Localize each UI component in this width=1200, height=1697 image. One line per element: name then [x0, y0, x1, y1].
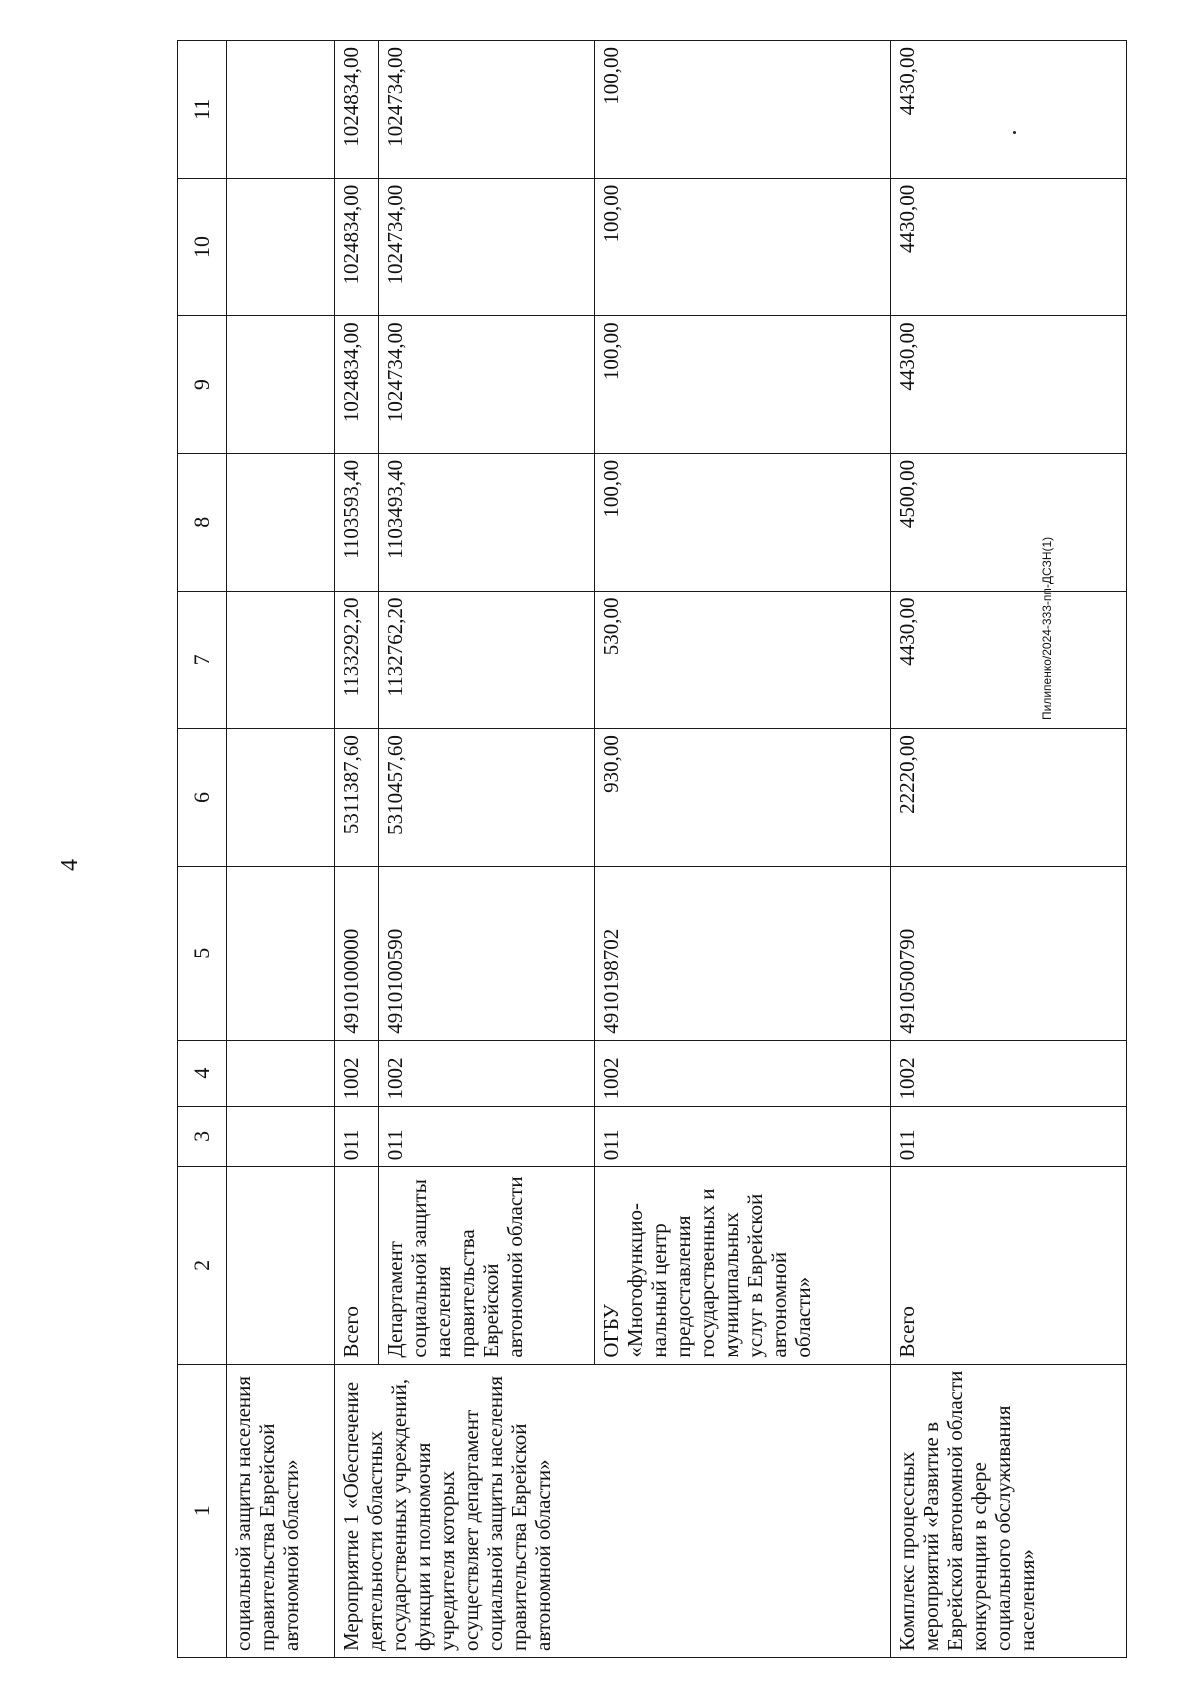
empty-cell — [227, 591, 335, 729]
empty-cell — [227, 178, 335, 316]
section-code-cell: 1002 — [335, 1040, 379, 1106]
header-row — [178, 41, 227, 1658]
amount-cell: 4430,00 — [891, 316, 1127, 454]
executor-cell: ОГБУ «Многофункцио-нальный центр предоставления государственных и муниципальных услуг в Еврейской автономной области» — [595, 1167, 891, 1364]
table-row — [227, 41, 335, 1658]
header-cell: 10 — [178, 178, 227, 316]
target-article-cell: 4910100590 — [379, 866, 595, 1040]
header-cell: 6 — [178, 729, 227, 867]
amount-cell: 4430,00 — [891, 178, 1127, 316]
header-cell: 8 — [178, 453, 227, 591]
amount-cell: 4500,00 — [891, 453, 1127, 591]
budget-table — [177, 40, 1127, 1658]
executor-cell: Департамент социальной защиты населения правительства Еврейской автономной области — [379, 1167, 595, 1364]
empty-cell — [227, 1167, 335, 1364]
header-cell: 11 — [178, 41, 227, 179]
empty-cell — [227, 1106, 335, 1167]
amount-cell: 100,00 — [595, 41, 891, 179]
executor-cell: Всего — [891, 1167, 1127, 1364]
empty-cell — [227, 41, 335, 179]
amount-cell: 100,00 — [595, 178, 891, 316]
header-cell: 2 — [178, 1167, 227, 1364]
rotated-page-content — [177, 40, 1177, 1658]
footer-reference: Пилипенко/2024-333-пп-ДСЗН(1) — [1040, 536, 1054, 720]
header-cell: 1 — [178, 1364, 227, 1657]
amount-cell: 1103493,40 — [379, 453, 595, 591]
target-article-cell: 4910198702 — [595, 866, 891, 1040]
complex-name-cell: Комплекс процессных мероприятий «Развитие в Еврейской автономной области конкуренции в сфере социального обслуживания населения» — [891, 1364, 1127, 1657]
amount-cell: 100,00 — [595, 453, 891, 591]
table-row — [335, 41, 379, 1658]
amount-cell: 1024834,00 — [335, 316, 379, 454]
section-code-cell: 1002 — [595, 1040, 891, 1106]
grbs-code-cell: 011 — [595, 1106, 891, 1167]
table-row — [891, 41, 1127, 1658]
amount-cell: 1103593,40 — [335, 453, 379, 591]
grbs-code-cell: 011 — [379, 1106, 595, 1167]
amount-cell: 1024734,00 — [379, 316, 595, 454]
amount-cell: 1132762,20 — [379, 591, 595, 729]
empty-cell — [227, 729, 335, 867]
section-code-cell: 1002 — [891, 1040, 1127, 1106]
amount-cell: 1024734,00 — [379, 41, 595, 179]
amount-cell: 1024834,00 — [335, 41, 379, 179]
executor-cell: Всего — [335, 1167, 379, 1364]
grbs-code-cell: 011 — [335, 1106, 379, 1167]
amount-cell: 100,00 — [595, 316, 891, 454]
amount-cell: 1024734,00 — [379, 178, 595, 316]
program-name-cell: социальной защиты населения правительства Еврейской автономной области» — [227, 1364, 335, 1657]
amount-cell: 22220,00 — [891, 729, 1127, 867]
header-cell: 3 — [178, 1106, 227, 1167]
amount-cell: 930,00 — [595, 729, 891, 867]
header-cell: 5 — [178, 866, 227, 1040]
amount-cell: 5311387,60 — [335, 729, 379, 867]
empty-cell — [227, 453, 335, 591]
amount-cell: 1024834,00 — [335, 178, 379, 316]
empty-cell — [227, 866, 335, 1040]
grbs-code-cell: 011 — [891, 1106, 1127, 1167]
amount-cell: 530,00 — [595, 591, 891, 729]
target-article-cell: 4910500790 — [891, 866, 1127, 1040]
amount-cell: 4430,00 — [891, 591, 1127, 729]
amount-cell: 1133292,20 — [335, 591, 379, 729]
empty-cell — [227, 1040, 335, 1106]
header-cell: 7 — [178, 591, 227, 729]
measure-name-cell: Мероприятие 1 «Обеспечение деятельности областных государственных учреждений, функции и полномочия учредителя которых осуществляет департамент социальной защиты населения правительства Еврейской автономной области» — [335, 1364, 891, 1657]
page-number: 4 — [57, 859, 83, 871]
empty-cell — [227, 316, 335, 454]
section-code-cell: 1002 — [379, 1040, 595, 1106]
amount-cell: 4430,00 — [891, 41, 1127, 179]
target-article-cell: 4910100000 — [335, 866, 379, 1040]
header-cell: 9 — [178, 316, 227, 454]
amount-cell: 5310457,60 — [379, 729, 595, 867]
header-cell: 4 — [178, 1040, 227, 1106]
